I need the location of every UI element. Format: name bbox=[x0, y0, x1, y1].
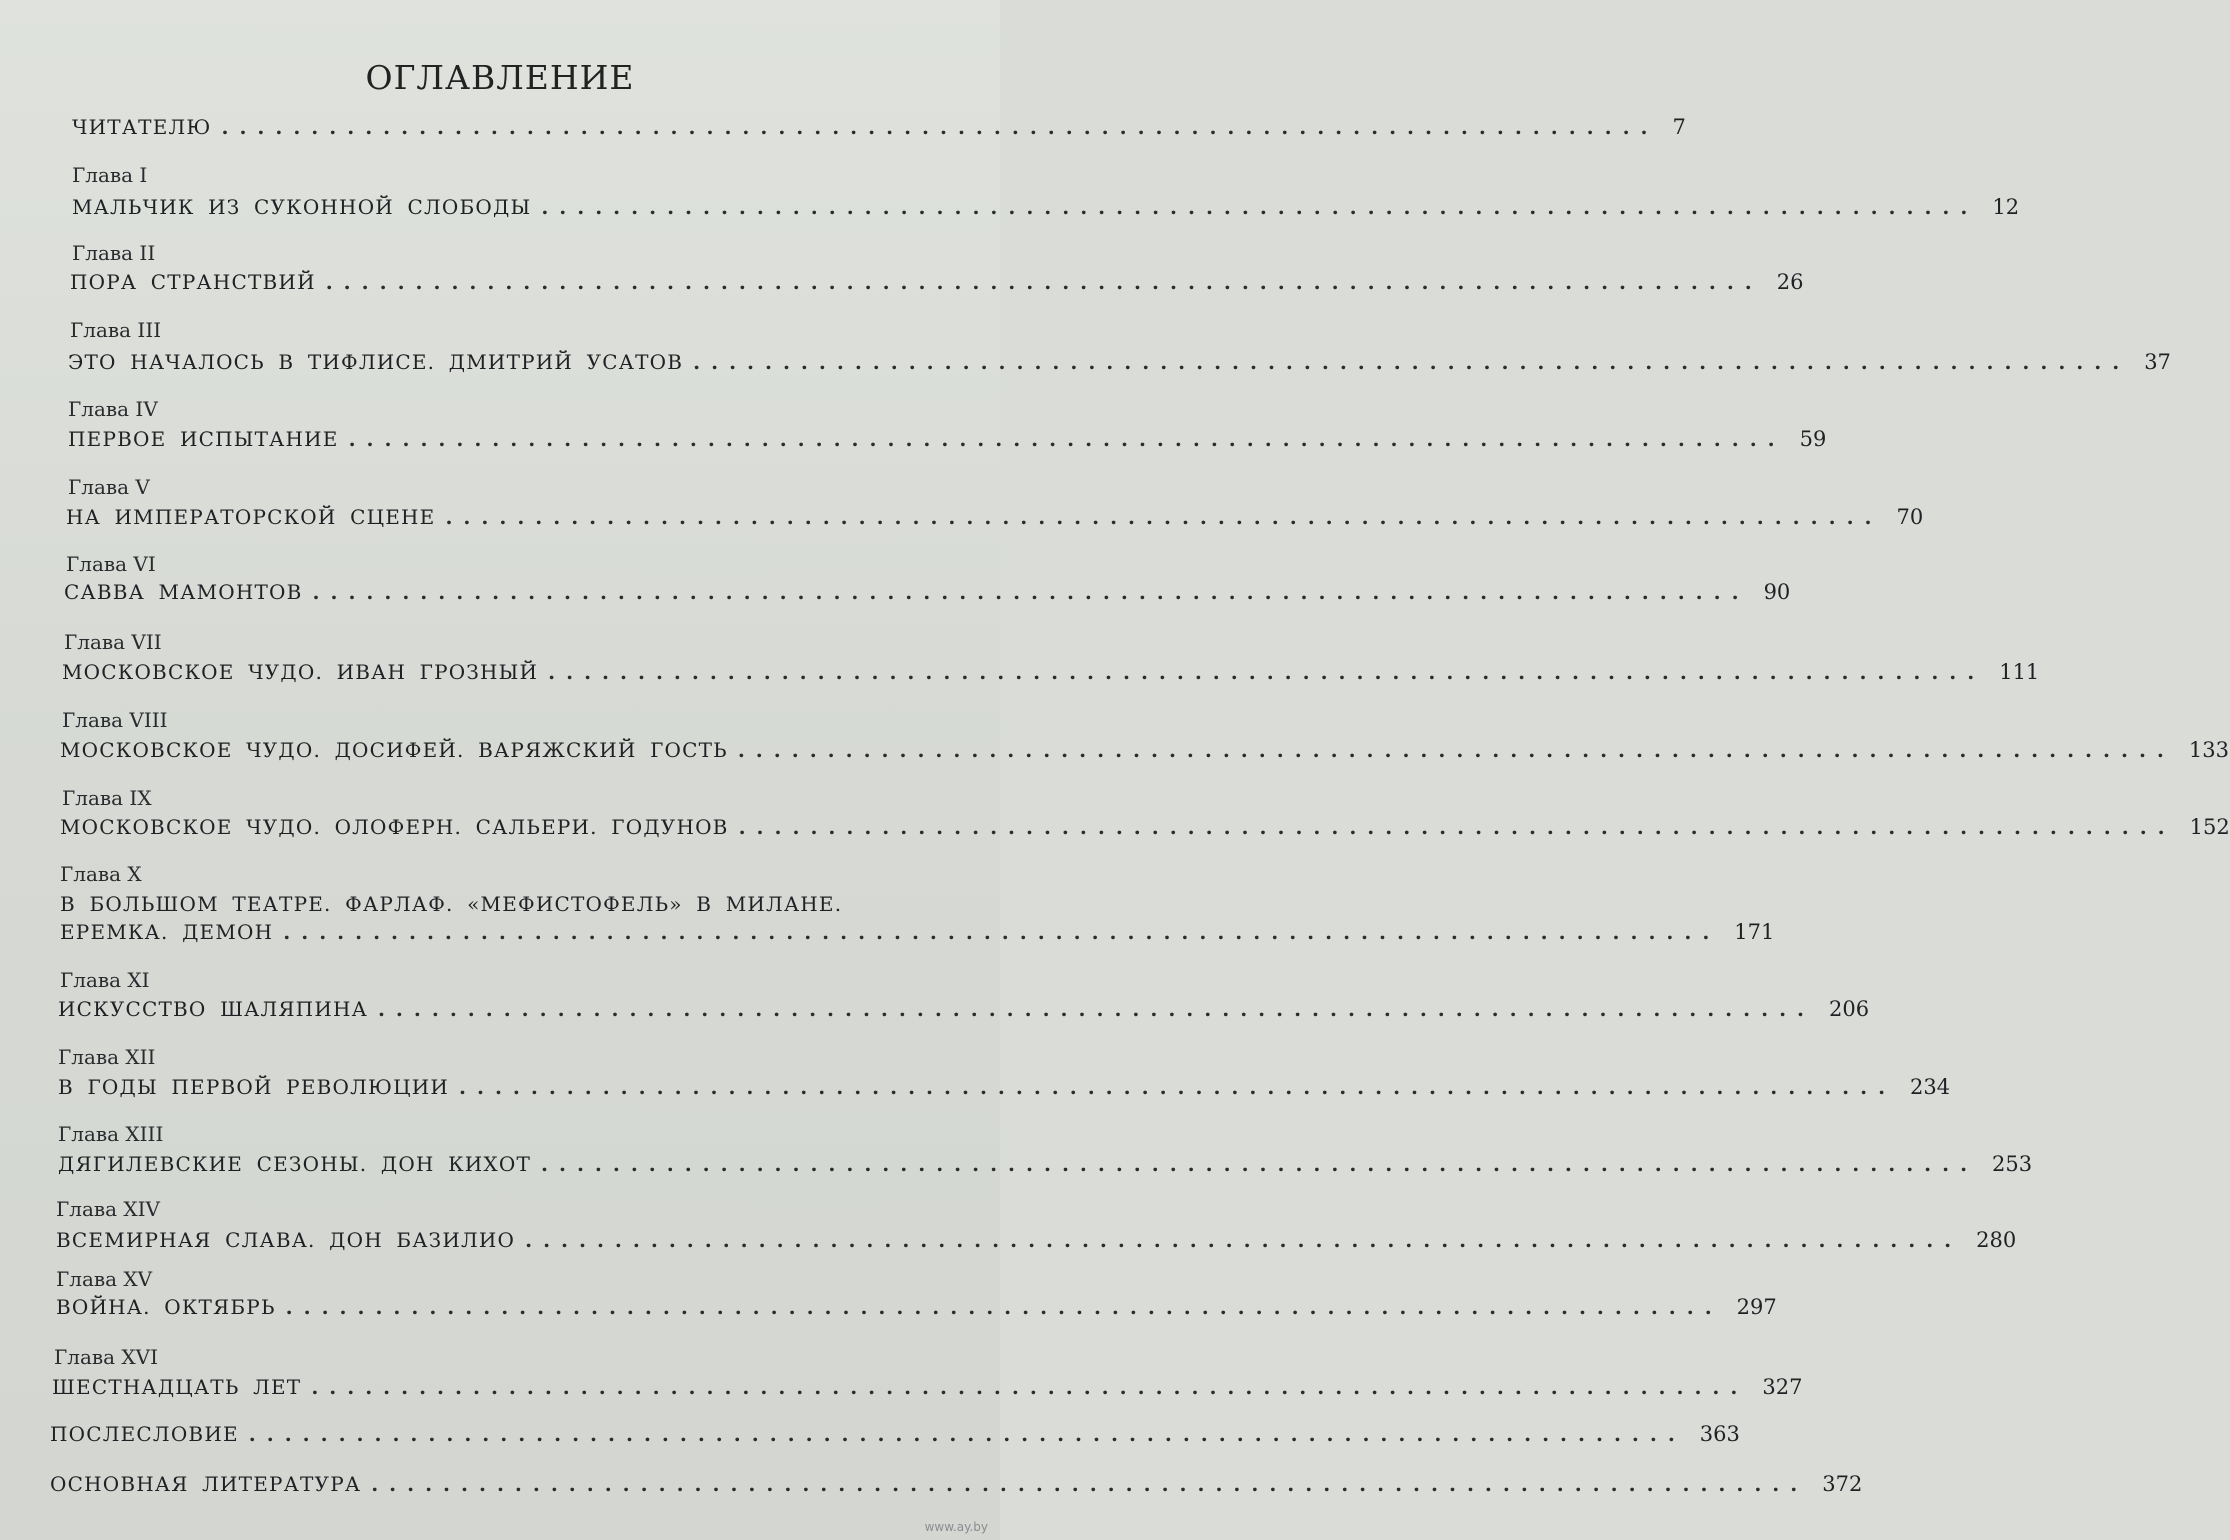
toc-entry-15 bbox=[56, 1295, 1777, 1319]
toc-entry-title: НА ИМПЕРАТОРСКОЙ СЦЕНЕ bbox=[66, 505, 436, 529]
toc-entry-7 bbox=[62, 660, 2040, 684]
toc-chapter-label: Глава XVI bbox=[54, 1345, 158, 1369]
toc-chapter-label: Глава III bbox=[70, 318, 162, 342]
toc-entry-page: 253 bbox=[1992, 1152, 2033, 1176]
toc-entry-17 bbox=[50, 1422, 1740, 1446]
toc-chapter-label: Глава VII bbox=[64, 630, 162, 654]
leader-dots: ................................................................................ bbox=[377, 997, 1815, 1021]
toc-chapter-label: Глава VIII bbox=[62, 708, 168, 732]
toc-entry-14 bbox=[56, 1228, 2017, 1252]
toc-entry-10 bbox=[60, 920, 1775, 944]
toc-entry-page: 171 bbox=[1734, 920, 1775, 944]
toc-entry-title: МАЛЬЧИК ИЗ СУКОННОЙ СЛОБОДЫ bbox=[72, 195, 532, 219]
toc-entry-9 bbox=[60, 815, 2230, 839]
toc-entry-title: ПЕРВОЕ ИСПЫТАНИЕ bbox=[68, 427, 339, 451]
toc-entry-page: 152 bbox=[2189, 815, 2230, 839]
watermark: www.ay.by bbox=[924, 1520, 988, 1534]
toc-entry-title-line1: В БОЛЬШОМ ТЕАТРЕ. ФАРЛАФ. «МЕФИСТОФЕЛЬ» В МИЛАНЕ. bbox=[60, 892, 843, 916]
toc-entry-page: 7 bbox=[1672, 115, 1686, 139]
leader-dots: ................................................................................ bbox=[541, 1152, 1979, 1176]
toc-entry-page: 372 bbox=[1822, 1472, 1863, 1496]
leader-dots: ................................................................................ bbox=[285, 1295, 1723, 1319]
toc-entry-title: МОСКОВСКОЕ ЧУДО. ИВАН ГРОЗНЫЙ bbox=[62, 660, 539, 684]
toc-chapter-label: Глава XV bbox=[56, 1267, 153, 1291]
toc-entry-title: МОСКОВСКОЕ ЧУДО. ОЛОФЕРН. САЛЬЕРИ. ГОДУНОВ bbox=[60, 815, 729, 839]
toc-entry-title: ПОСЛЕСЛОВИЕ bbox=[50, 1422, 239, 1446]
leader-dots: ................................................................................ bbox=[348, 427, 1786, 451]
toc-chapter-label: Глава II bbox=[72, 241, 156, 265]
toc-chapter-label: Глава X bbox=[60, 862, 142, 886]
toc-entry-13 bbox=[58, 1152, 2033, 1176]
toc-entry-page: 280 bbox=[1976, 1228, 2017, 1252]
toc-entry-3 bbox=[68, 350, 2171, 374]
toc-chapter-label: Глава XIV bbox=[56, 1197, 160, 1221]
toc-entry-title: ДЯГИЛЕВСКИЕ СЕЗОНЫ. ДОН КИХОТ bbox=[58, 1152, 532, 1176]
toc-entry-page: 12 bbox=[1992, 195, 2020, 219]
toc-entry-title: ЭТО НАЧАЛОСЬ В ТИФЛИСЕ. ДМИТРИЙ УСАТОВ bbox=[68, 350, 684, 374]
toc-entry-page: 363 bbox=[1699, 1422, 1740, 1446]
toc-entry-title: ЕРЕМКА. ДЕМОН bbox=[60, 920, 274, 944]
toc-chapter-label: Глава XII bbox=[58, 1045, 156, 1069]
toc-entry-title: ВОЙНА. ОКТЯБРЬ bbox=[56, 1295, 276, 1319]
leader-dots: ................................................................................ bbox=[738, 815, 2176, 839]
toc-entry-page: 133 bbox=[2188, 738, 2229, 762]
toc-entry-page: 26 bbox=[1776, 270, 1804, 294]
toc-entry-title: ИСКУССТВО ШАЛЯПИНА bbox=[58, 997, 368, 1021]
leader-dots: ................................................................................ bbox=[693, 350, 2131, 374]
toc-chapter-label: Глава XI bbox=[60, 968, 150, 992]
toc-entry-title: ПОРА СТРАНСТВИЙ bbox=[70, 270, 316, 294]
toc-entry-title: ВСЕМИРНАЯ СЛАВА. ДОН БАЗИЛИО bbox=[56, 1228, 516, 1252]
toc-entry-title: САВВА МАМОНТОВ bbox=[64, 580, 303, 604]
toc-chapter-label: Глава XIII bbox=[58, 1122, 164, 1146]
leader-dots: ................................................................................ bbox=[525, 1228, 1963, 1252]
toc-entry-page: 70 bbox=[1896, 505, 1924, 529]
toc-chapter-label: Глава V bbox=[68, 475, 150, 499]
toc-entry-page: 59 bbox=[1799, 427, 1827, 451]
leader-dots: ................................................................................ bbox=[325, 270, 1763, 294]
toc-entry-18 bbox=[50, 1472, 1863, 1496]
leader-dots: ................................................................................ bbox=[248, 1422, 1686, 1446]
toc-entry-1 bbox=[72, 195, 2020, 219]
toc-entry-6 bbox=[64, 580, 1791, 604]
toc-chapter-label: Глава IV bbox=[68, 397, 158, 421]
toc-entry-12 bbox=[58, 1075, 1951, 1099]
toc-entry-8 bbox=[60, 738, 2229, 762]
leader-dots: ................................................................................ bbox=[541, 195, 1979, 219]
toc-entry-11 bbox=[58, 997, 1870, 1021]
toc-entry-0 bbox=[72, 115, 1686, 139]
page-title: ОГЛАВЛЕНИЕ bbox=[365, 58, 635, 97]
toc-chapter-label: Глава IX bbox=[62, 786, 152, 810]
toc-entry-title: ОСНОВНАЯ ЛИТЕРАТУРА bbox=[50, 1472, 362, 1496]
toc-entry-title: МОСКОВСКОЕ ЧУДО. ДОСИФЕЙ. ВАРЯЖСКИЙ ГОСТЬ bbox=[60, 738, 728, 762]
toc-entry-title: ЧИТАТЕЛЮ bbox=[72, 115, 212, 139]
leader-dots: ................................................................................ bbox=[445, 505, 1883, 529]
toc-entry-4 bbox=[68, 427, 1827, 451]
toc-chapter-label: Глава I bbox=[72, 163, 148, 187]
toc-entry-5 bbox=[66, 505, 1924, 529]
leader-dots: ................................................................................ bbox=[371, 1472, 1809, 1496]
toc-entry-page: 327 bbox=[1762, 1375, 1803, 1399]
toc-entry-title: ШЕСТНАДЦАТЬ ЛЕТ bbox=[52, 1375, 302, 1399]
leader-dots: ................................................................................ bbox=[459, 1075, 1897, 1099]
toc-entry-page: 90 bbox=[1763, 580, 1791, 604]
toc-entry-page: 37 bbox=[2144, 350, 2171, 374]
toc-entry-title: В ГОДЫ ПЕРВОЙ РЕВОЛЮЦИИ bbox=[58, 1075, 450, 1099]
leader-dots: ................................................................................ bbox=[311, 1375, 1749, 1399]
leader-dots: ................................................................................ bbox=[283, 920, 1721, 944]
toc-entry-page: 297 bbox=[1736, 1295, 1777, 1319]
leader-dots: ................................................................................ bbox=[737, 738, 2175, 762]
toc-entry-16 bbox=[52, 1375, 1803, 1399]
toc-entry-page: 111 bbox=[1999, 660, 2040, 684]
toc-chapter-label: Глава VI bbox=[66, 552, 156, 576]
leader-dots: ................................................................................ bbox=[312, 580, 1750, 604]
toc-entry-page: 234 bbox=[1910, 1075, 1951, 1099]
leader-dots: ................................................................................ bbox=[221, 115, 1659, 139]
toc-entry-2 bbox=[70, 270, 1804, 294]
leader-dots: ................................................................................ bbox=[548, 660, 1986, 684]
toc-entry-page: 206 bbox=[1829, 997, 1870, 1021]
